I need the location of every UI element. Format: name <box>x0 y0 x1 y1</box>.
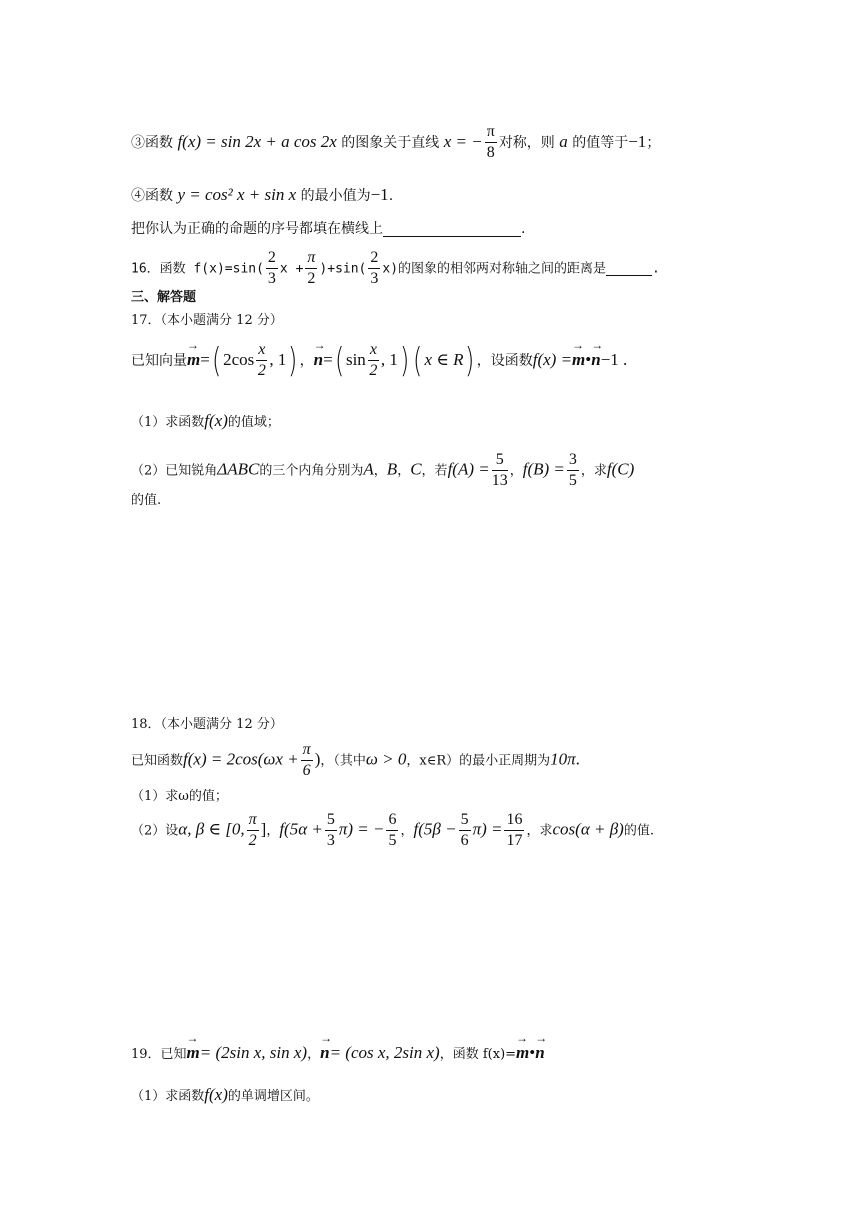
fraction: $\frac{16}{17}$ <box>506 811 523 849</box>
vector-n: → n <box>320 1044 329 1061</box>
q19-nval: = (cos x, 2sin x) <box>329 1043 440 1062</box>
q18-omega: ω > 0 <box>365 749 407 769</box>
q17-if: ，若 <box>421 463 448 479</box>
q17-fc: f(C) <box>606 459 635 479</box>
item-3-tail-a: 对称，则 <box>498 134 555 151</box>
q18-cond: ，（其中 <box>320 753 366 769</box>
fraction: $\frac{\pi}{2}$ <box>307 249 316 287</box>
q19-fn: ，函数 f(x)= <box>439 1047 517 1062</box>
item-3-tail-b: 的值等于 <box>572 134 629 151</box>
q18-given-lead: 已知函数 <box>131 753 184 769</box>
item-3-end: ； <box>646 134 661 151</box>
item-4-mid: 的最小值为 <box>300 188 371 204</box>
fill-prompt-text: 把你认为正确的命题的序号都填在横线上 <box>131 221 383 237</box>
fill-end: . <box>521 221 526 237</box>
q17-part1 <box>131 412 280 429</box>
var-a: a <box>559 131 568 151</box>
comma: ， <box>266 823 280 839</box>
fraction: $\frac{3}{5}$ <box>568 451 577 489</box>
comma: ， <box>307 1047 321 1062</box>
fraction: $\frac{5}{6}$ <box>460 811 469 849</box>
q18-e1b: π) = − <box>338 819 385 839</box>
item-4-end: . <box>388 188 394 204</box>
paren-close: ) <box>399 340 410 381</box>
comma: ， <box>400 823 414 839</box>
q19-p1-fx: f(x) <box>204 1085 228 1104</box>
paren-close: ) <box>314 749 321 769</box>
q17-one-b: , 1 <box>380 349 398 369</box>
vector-n: → n <box>591 351 600 368</box>
fraction: $\frac{x}{2}$ <box>369 341 378 379</box>
fraction: $\frac{5}{13}$ <box>491 451 508 489</box>
equals: = <box>323 349 333 369</box>
comma: ， <box>299 352 314 369</box>
q18-target: cos(α + β) <box>552 819 624 839</box>
dot-operator: • <box>529 1043 536 1062</box>
q19-mval: = (2sin x, sin x) <box>199 1043 308 1062</box>
q18-ask: ，求 <box>526 823 553 839</box>
fraction: $\frac{x}{2}$ <box>257 341 266 379</box>
question-16 <box>131 250 660 288</box>
answer-blank[interactable] <box>606 262 652 276</box>
q18-end: . <box>575 749 580 769</box>
item-4-marker: ④函数 <box>131 188 173 204</box>
q17-given-lead: 已知向量 <box>131 352 187 369</box>
q17-p1-fx: f(x) <box>204 411 228 430</box>
fraction: $\frac{6}{5}$ <box>388 811 397 849</box>
q16-lead: 16．函数 f(x)=sin( <box>131 261 264 277</box>
q18-e2b: π) = <box>472 819 503 839</box>
vector-n: → n <box>535 1044 544 1061</box>
q17-fa: f(A) = <box>447 459 490 479</box>
q19-part1 <box>131 1086 319 1103</box>
dot-operator: • <box>585 349 592 369</box>
section-title: 三、解答题 <box>131 290 197 305</box>
q17-part2 <box>131 452 634 490</box>
vector-n: → n <box>314 351 323 368</box>
q17-2cos: 2cos <box>223 349 255 369</box>
answer-blank[interactable] <box>383 222 521 237</box>
q16-x-plus: x + <box>279 261 304 277</box>
comma: ， <box>509 463 523 479</box>
fraction: $\frac{\pi}{6}$ <box>302 741 311 779</box>
fraction: $\frac{2}{3}$ <box>370 249 379 287</box>
q18-ab: α, β ∈ [0, <box>178 819 245 839</box>
q19-p1-tail: 的单调增区间。 <box>227 1089 319 1104</box>
fraction: $\frac{\pi}{8}$ <box>486 123 495 161</box>
q17-p2a: 的三个内角分别为 <box>259 463 364 479</box>
q18-given <box>131 742 580 780</box>
comma: ， <box>397 463 411 479</box>
angle-a: A <box>363 459 374 479</box>
q16-mid: )+sin( <box>319 261 367 277</box>
fraction: $\frac{5}{3}$ <box>326 811 335 849</box>
vector-m: → m <box>516 1044 529 1061</box>
fill-prompt <box>131 222 525 237</box>
q18-header: 18．（本小题满分 12 分） <box>131 717 283 732</box>
paren-open: ( <box>334 340 344 381</box>
q17-minus1: −1 . <box>600 349 628 369</box>
q18-cond2: ，x∈R）的最小正周期为 <box>406 753 551 769</box>
q18-e1: f(5α + <box>279 819 323 839</box>
q17-fx: f(x) = <box>532 349 573 369</box>
q17-part2-end: 的值. <box>131 493 162 508</box>
q18-part2 <box>131 812 654 850</box>
triangle-abc: ΔABC <box>217 459 260 479</box>
item-4-value: −1 <box>370 185 389 204</box>
q17-domain: x ∈ R <box>424 349 464 369</box>
q17-p1-tail: 的值域； <box>227 415 280 430</box>
paren-open: ( <box>211 340 222 381</box>
q19-p1-lead: （1）求函数 <box>131 1089 205 1104</box>
q18-p2-lead: （2）设 <box>131 823 179 839</box>
vector-m: → m <box>572 351 585 368</box>
q16-tail: x)的图象的相邻两对称轴之间的距离是 <box>382 261 607 277</box>
equals: = <box>200 349 210 369</box>
angle-b: B <box>386 459 398 479</box>
item-4 <box>131 186 393 203</box>
q17-set-fn: ，设函数 <box>476 352 533 369</box>
q16-end: . <box>652 261 660 277</box>
q17-one-a: , 1 <box>269 349 287 369</box>
q18-e2: f(5β − <box>413 819 457 839</box>
q17-p2-lead: （2）已知锐角 <box>131 463 218 479</box>
q17-header: 17．（本小题满分 12 分） <box>131 313 283 328</box>
q17-ask: ，求 <box>580 463 607 479</box>
q17-fb: f(B) = <box>522 459 565 479</box>
q17-given <box>131 342 627 380</box>
q18-expr: f(x) = 2cos(ωx + <box>183 749 299 769</box>
q18-period: 10π <box>550 749 576 769</box>
item-3-line-eq: x = − <box>443 131 483 151</box>
paren-close: ) <box>288 340 298 381</box>
item-4-expr: y = cos² x + sin x <box>177 185 297 204</box>
paren-open: ( <box>413 340 423 381</box>
angle-c: C <box>410 459 422 479</box>
item-3-value: −1 <box>628 131 647 151</box>
paren-close: ) <box>465 340 475 381</box>
vector-m: → m <box>187 351 200 368</box>
q19-lead: 19．已知 <box>131 1047 187 1062</box>
fraction: $\frac{2}{3}$ <box>267 249 276 287</box>
q18-end2: 的值. <box>623 823 654 839</box>
fraction: $\frac{\pi}{2}$ <box>248 811 257 849</box>
bracket-close: ] <box>260 819 267 839</box>
item-3-mid: 的图象关于直线 <box>341 134 440 151</box>
q17-sin: sin <box>345 349 366 369</box>
comma: ， <box>373 463 387 479</box>
q17-p1-lead: （1）求函数 <box>131 415 205 430</box>
item-3-expr: f(x) = sin 2x + a cos 2x <box>177 131 337 151</box>
item-3 <box>131 124 660 162</box>
vector-m: → m <box>187 1044 200 1061</box>
item-3-marker: ③函数 <box>131 134 173 151</box>
question-19 <box>131 1044 545 1061</box>
q18-part1: （1）求ω的值； <box>131 789 228 804</box>
